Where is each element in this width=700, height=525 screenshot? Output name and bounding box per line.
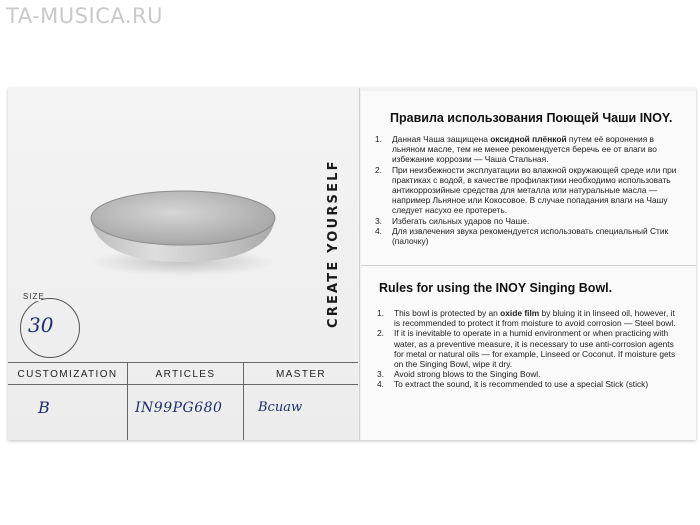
master-value: Bcuaw <box>258 400 303 415</box>
english-rules-list <box>377 308 683 390</box>
list-item: 3. Избегать сильных ударов по Чаше. <box>375 215 530 226</box>
list-item: 3. Avoid strong blows to the Singing Bowl. <box>377 369 541 380</box>
english-rules-title: Rules for using the INOY Singing Bowl. <box>379 281 613 295</box>
list-item: 2. При неизбежности эксплуатации во влажной окружающей среде или при практиках с водой, в качестве профилактики необходимо использовать антикоррозийные средства для металла или натуральные масла — например Льняное или Кокосовое. В случае попадания влаги на Чашу следует насухо ее протереть. <box>375 164 677 216</box>
russian-rules-list <box>375 134 680 246</box>
russian-rules-title: Правила использования Поющей Чаши INOY. <box>390 111 673 125</box>
size-value: 30 <box>28 313 54 337</box>
create-yourself-title: CREATE YOURSELF <box>326 159 341 328</box>
list-item: 2. If it is inevitable to operate in a humid environment or when practicing with water, as a preventive measure, it is necessary to use anti-corrosion agents for metal or natural oils — for example, Linseed or Coconut. If moisture gets on the Singing Bowl, wipe it dry. <box>377 328 676 370</box>
size-label: SIZE <box>23 292 45 301</box>
list-item: 1. Данная Чаша защищена оксидной плёнкой путем её воронения в льняном масле, тем не менее рекомендуется беречь ее от влаги во избежание коррозии — Чаша Стальная. <box>375 134 657 165</box>
instruction-card <box>8 88 696 440</box>
table-header-line <box>8 384 358 385</box>
left-panel <box>8 88 358 440</box>
list-item: 4. To extract the sound, it is recommended to use a special Stick (stick) <box>377 379 649 390</box>
article-value: IN99PG680 <box>135 400 223 416</box>
list-item: 4. Для извлечения звука рекомендуется использовать специальный Стик (палочку) <box>375 225 669 247</box>
articles-header: ARTICLES <box>155 369 216 380</box>
fold-line <box>359 88 360 440</box>
list-item: 1. This bowl is protected by an oxide film by bluing it in linseed oil, however, it is recommended to protect it from moisture to avoid corrosion — Steel bowl. <box>377 308 676 329</box>
master-header: MASTER <box>275 369 327 380</box>
watermark: TA-MUSICA.RU <box>6 4 163 28</box>
section-divider <box>361 265 696 266</box>
table-top-line <box>8 362 358 363</box>
customization-header: CUSTOMIZATION <box>17 369 118 380</box>
right-panel <box>361 91 696 440</box>
singing-bowl-image <box>83 180 283 280</box>
customization-value: B <box>38 398 50 417</box>
